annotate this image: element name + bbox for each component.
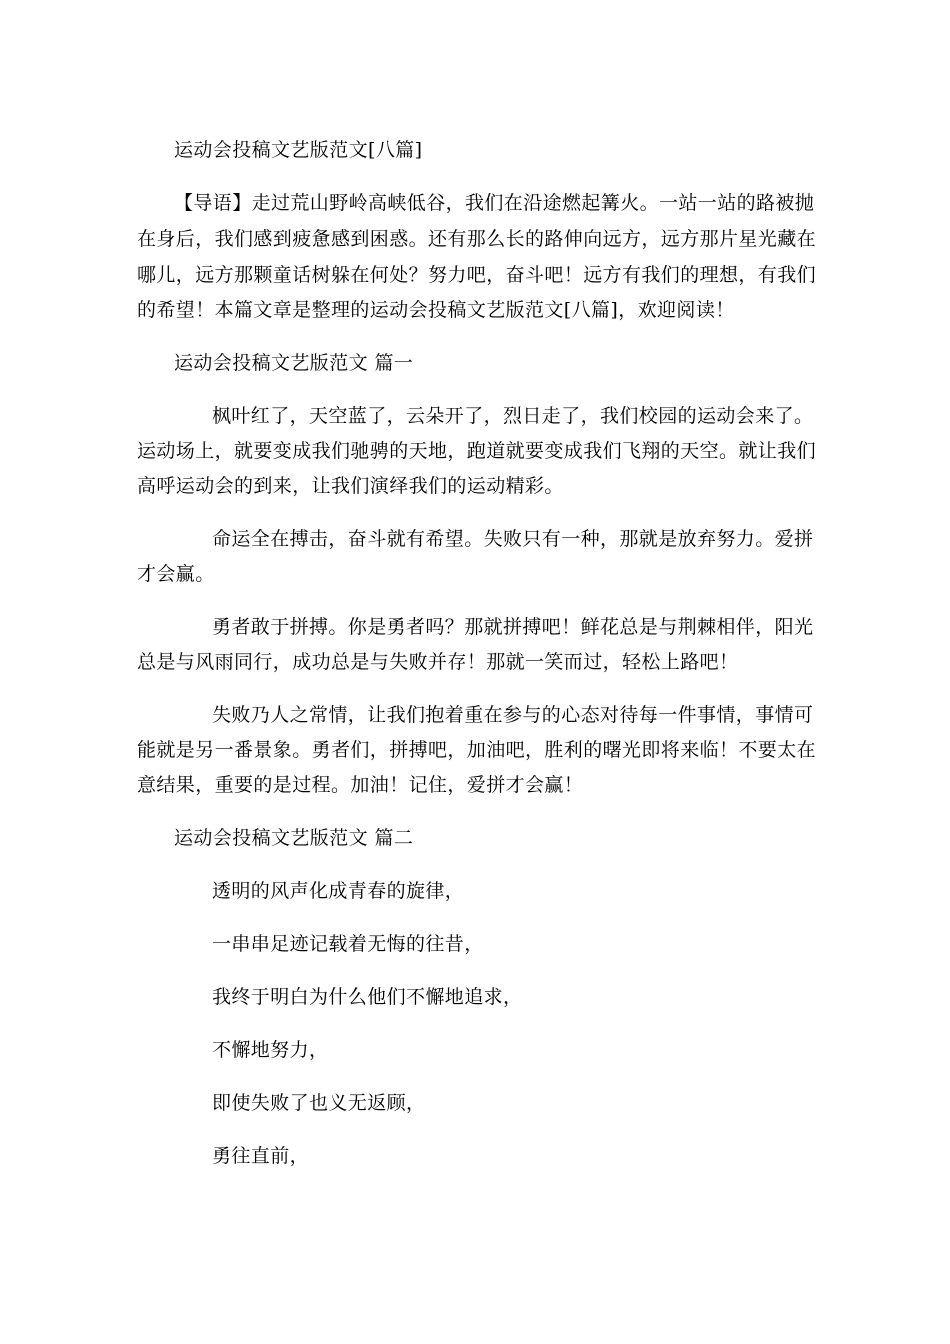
poem-line: 勇往直前， — [212, 1145, 310, 1167]
intro-line: 在身后，我们感到疲惫感到困惑。还有那么长的路伸向远方，远方那片星光藏在 — [137, 228, 817, 250]
section-heading-1: 运动会投稿文艺版范文 篇一 — [174, 352, 414, 374]
poem-line: 不懈地努力， — [212, 1039, 329, 1061]
paragraph-line: 才会赢。 — [137, 563, 215, 585]
poem-line: 我终于明白为什么他们不懈地追求， — [212, 986, 523, 1008]
paragraph-line: 失败乃人之常情，让我们抱着重在参与的心态对待每一件事情，事情可 — [212, 704, 814, 726]
intro-line: 哪儿，远方那颗童话树躲在何处？努力吧，奋斗吧！远方有我们的理想，有我们 — [137, 264, 817, 286]
paragraph-line: 总是与风雨同行，成功总是与失败并存！那就一笑而过，轻松上路吧！ — [137, 651, 739, 673]
poem-line: 一串串足迹记载着无悔的往昔， — [212, 933, 484, 955]
section-heading-2: 运动会投稿文艺版范文 篇二 — [174, 827, 414, 849]
paragraph-line: 能就是另一番景象。勇者们，拼搏吧，加油吧，胜利的曙光即将来临！不要太在 — [137, 739, 817, 761]
intro-line: 【导语】走过荒山野岭高峡低谷，我们在沿途燃起篝火。一站一站的路被抛 — [174, 192, 815, 214]
paragraph-line: 运动场上，就要变成我们驰骋的天地，跑道就要变成我们飞翔的天空。就让我们 — [137, 440, 817, 462]
paragraph-line: 命运全在搏击，奋斗就有希望。失败只有一种，那就是放弃努力。爱拼 — [212, 528, 814, 550]
poem-line: 透明的风声化成青春的旋律， — [212, 880, 465, 902]
intro-line: 的希望！本篇文章是整理的运动会投稿文艺版范文[八篇]，欢迎阅读！ — [137, 299, 735, 321]
paragraph-line: 高呼运动会的到来，让我们演绎我们的运动精彩。 — [137, 475, 564, 497]
paragraph-line: 意结果，重要的是过程。加油！记住，爱拼才会赢！ — [137, 774, 584, 796]
document-title: 运动会投稿文艺版范文[八篇] — [174, 139, 423, 161]
paragraph-line: 枫叶红了，天空蓝了，云朵开了，烈日走了，我们校园的运动会来了。 — [212, 405, 814, 427]
poem-line: 即使失败了也义无返顾， — [212, 1092, 426, 1114]
paragraph-line: 勇者敢于拼搏。你是勇者吗？那就拼搏吧！鲜花总是与荆棘相伴，阳光 — [212, 616, 814, 638]
